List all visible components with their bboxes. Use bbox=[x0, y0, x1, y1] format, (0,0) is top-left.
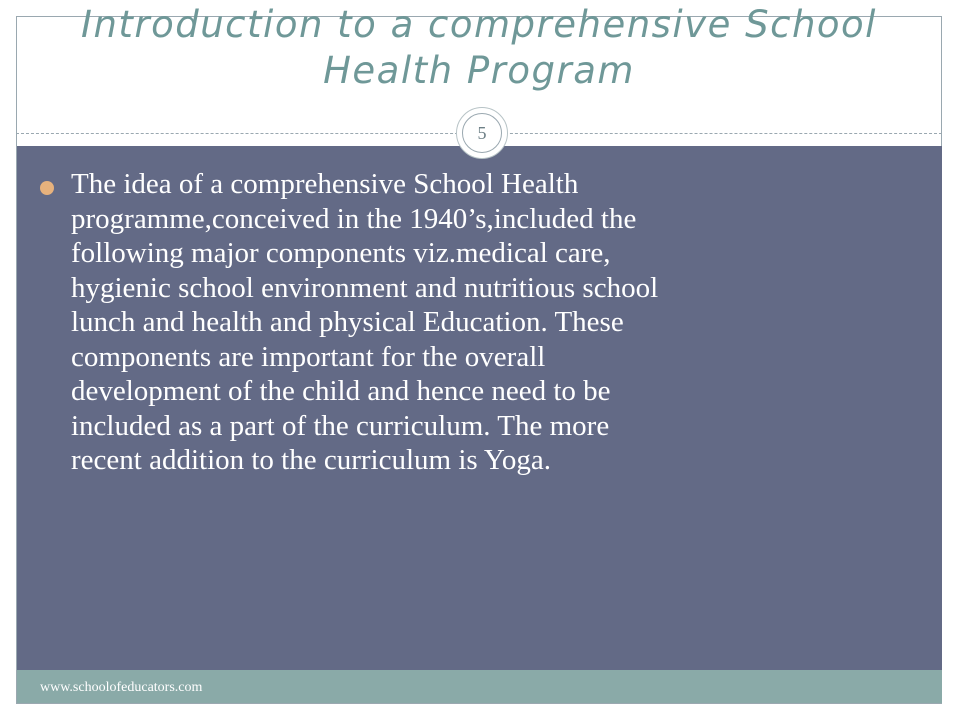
page-number: 5 bbox=[462, 113, 502, 153]
body-paragraph bbox=[71, 167, 911, 478]
body-line-6: components are important for the overall bbox=[71, 340, 546, 373]
slide-title bbox=[16, 2, 942, 94]
body-line-9: recent addition to the curriculum is Yoga. bbox=[71, 444, 552, 476]
slide-title-line-1: Introduction to a comprehensive School bbox=[81, 3, 877, 46]
body-line-4: hygienic school environment and nutritious school bbox=[71, 271, 659, 304]
slide-title-line-2: Health Program bbox=[323, 49, 635, 92]
body-line-3: following major components viz.medical care, bbox=[71, 237, 611, 269]
bullet-dot-icon bbox=[40, 181, 54, 195]
body-line-8: included as a part of the curriculum. The more bbox=[71, 409, 610, 442]
body-line-7: development of the child and hence need to be bbox=[71, 375, 611, 407]
body-line-1: The idea of a comprehensive School Health bbox=[71, 168, 579, 200]
body-line-5: lunch and health and physical Education. These bbox=[71, 306, 624, 338]
body-line-2: programme,conceived in the 1940’s,included the bbox=[71, 202, 637, 235]
footer-url: www.schoolofeducators.com bbox=[40, 680, 203, 695]
page-number-badge bbox=[456, 107, 508, 159]
